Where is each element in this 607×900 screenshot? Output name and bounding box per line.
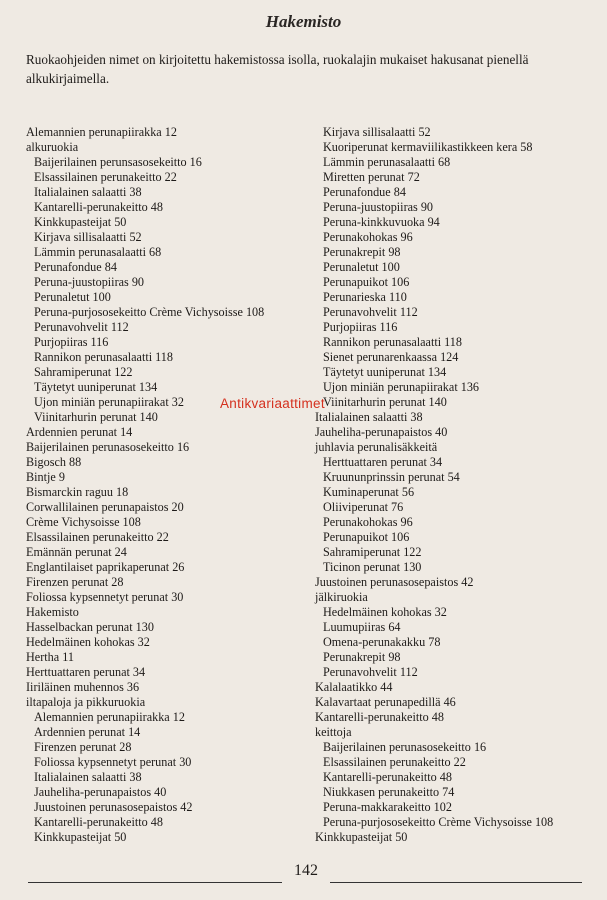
index-subentry: Ujon miniän perunapiirakat 32 xyxy=(34,395,184,409)
page-title: Hakemisto xyxy=(265,12,342,31)
index-subentry: Juustoinen perunasosepaistos 42 xyxy=(34,800,193,814)
index-subentry: Täytetyt uuniperunat 134 xyxy=(323,365,447,379)
index-subentry: Kruununprinssin perunat 54 xyxy=(323,470,460,484)
index-subentry: Peruna-purjososekeitto Crème Vichysoisse 108 xyxy=(323,815,554,829)
index-entry: Iiriläinen muhennos 36 xyxy=(26,680,140,694)
index-subentry: Perunavohvelit 112 xyxy=(323,305,418,319)
index-entry: Kinkkupasteijat 50 xyxy=(315,830,408,844)
index-subentry: Kirjava sillisalaatti 52 xyxy=(323,125,431,139)
index-entry: jälkiruokia xyxy=(315,590,368,604)
index-entry: Baijerilainen perunasosekeitto 16 xyxy=(26,440,190,454)
watermark: Antikvariaattimet xyxy=(220,396,325,411)
index-subentry: Oliiviperunat 76 xyxy=(323,500,404,514)
index-entry: Kantarelli-perunakeitto 48 xyxy=(315,710,444,724)
index-subentry: Purjopiiras 116 xyxy=(323,320,398,334)
index-subentry: Kantarelli-perunakeitto 48 xyxy=(34,200,163,214)
index-subentry: Perunavohvelit 112 xyxy=(34,320,129,334)
index-subentry: Kantarelli-perunakeitto 48 xyxy=(34,815,163,829)
index-entry: Kalalaatikko 44 xyxy=(315,680,393,694)
index-subentry: Kuminaperunat 56 xyxy=(323,485,415,499)
index-subentry: Perunaletut 100 xyxy=(34,290,111,304)
index-subentry: Peruna-juustopiiras 90 xyxy=(323,200,434,214)
index-subentry: Firenzen perunat 28 xyxy=(34,740,132,754)
index-entry: keittoja xyxy=(315,725,352,739)
index-entry: Corwallilainen perunapaistos 20 xyxy=(26,500,184,514)
index-subentry: Peruna-purjososekeitto Crème Vichysoisse 108 xyxy=(34,305,265,319)
page-number: 142 xyxy=(294,862,318,879)
index-subentry: Italialainen salaatti 38 xyxy=(34,185,142,199)
index-entry: Elsassilainen perunakeitto 22 xyxy=(26,530,169,544)
index-subentry: Perunapuikot 106 xyxy=(323,530,410,544)
index-subentry: Perunarieska 110 xyxy=(323,290,407,304)
index-subentry: Perunapuikot 106 xyxy=(323,275,410,289)
index-subentry: Foliossa kypsennetyt perunat 30 xyxy=(34,755,192,769)
index-subentry: Kinkkupasteijat 50 xyxy=(34,830,127,844)
index-subentry: Rannikon perunasalaatti 118 xyxy=(323,335,462,349)
index-subentry: Omena-perunakakku 78 xyxy=(323,635,441,649)
index-subentry: Kantarelli-perunakeitto 48 xyxy=(323,770,452,784)
index-subentry: Perunakrepit 98 xyxy=(323,245,401,259)
index-entry: Bigosch 88 xyxy=(26,455,82,469)
index-subentry: Ticinon perunat 130 xyxy=(323,560,422,574)
index-subentry: Ujon miniän perunapiirakat 136 xyxy=(323,380,480,394)
index-column-left xyxy=(26,125,306,845)
index-subentry: Peruna-juustopiiras 90 xyxy=(34,275,145,289)
index-subentry: Sienet perunarenkaassa 124 xyxy=(323,350,459,364)
index-subentry: Elsassilainen perunakeitto 22 xyxy=(323,755,466,769)
index-subentry: Perunakrepit 98 xyxy=(323,650,401,664)
index-subentry: Lämmin perunasalaatti 68 xyxy=(34,245,162,259)
index-subentry: Kirjava sillisalaatti 52 xyxy=(34,230,142,244)
intro-paragraph: Ruokaohjeiden nimet on kirjoitettu hakemistossa isolla, ruokalajin mukaiset hakusanat pienellä alkukirjaimella. xyxy=(26,52,529,86)
index-entry: juhlavia perunalisäkkeitä xyxy=(315,440,438,454)
index-entry: Emännän perunat 24 xyxy=(26,545,127,559)
index-subentry: Niukkasen perunakeitto 74 xyxy=(323,785,455,799)
index-entry: Kalavartaat perunapedillä 46 xyxy=(315,695,456,709)
index-entry: Firenzen perunat 28 xyxy=(26,575,124,589)
index-entry: Crème Vichysoisse 108 xyxy=(26,515,141,529)
index-subentry: Viinitarhurin perunat 140 xyxy=(323,395,447,409)
index-entry: Juustoinen perunasosepaistos 42 xyxy=(315,575,474,589)
index-entry: Hasselbackan perunat 130 xyxy=(26,620,154,634)
footer-rule-right xyxy=(330,882,582,883)
index-entry: Foliossa kypsennetyt perunat 30 xyxy=(26,590,184,604)
index-subentry: Kinkkupasteijat 50 xyxy=(34,215,127,229)
index-subentry: Herttuattaren perunat 34 xyxy=(323,455,443,469)
index-entry: alkuruokia xyxy=(26,140,79,154)
index-entry: Hertha 11 xyxy=(26,650,74,664)
index-subentry: Perunafondue 84 xyxy=(323,185,406,199)
index-subentry: Alemannien perunapiirakka 12 xyxy=(34,710,185,724)
index-subentry: Elsassilainen perunakeitto 22 xyxy=(34,170,177,184)
index-subentry: Perunafondue 84 xyxy=(34,260,117,274)
index-subentry: Purjopiiras 116 xyxy=(34,335,109,349)
index-subentry: Ardennien perunat 14 xyxy=(34,725,141,739)
index-entry: Bismarckin raguu 18 xyxy=(26,485,129,499)
index-subentry: Sahramiperunat 122 xyxy=(34,365,133,379)
index-subentry: Perunakohokas 96 xyxy=(323,515,413,529)
index-subentry: Perunaletut 100 xyxy=(323,260,400,274)
index-subentry: Perunavohvelit 112 xyxy=(323,665,418,679)
index-entry: Italialainen salaatti 38 xyxy=(315,410,423,424)
index-subentry: Miretten perunat 72 xyxy=(323,170,420,184)
index-subentry: Peruna-kinkkuvuoka 94 xyxy=(323,215,440,229)
index-entry: Alemannien perunapiirakka 12 xyxy=(26,125,177,139)
index-subentry: Hedelmäinen kohokas 32 xyxy=(323,605,447,619)
index-entry: Englantilaiset paprikaperunat 26 xyxy=(26,560,185,574)
index-subentry: Täytetyt uuniperunat 134 xyxy=(34,380,158,394)
index-entry: iltapaloja ja pikkuruokia xyxy=(26,695,146,709)
index-subentry: Lämmin perunasalaatti 68 xyxy=(323,155,451,169)
index-subentry: Perunakohokas 96 xyxy=(323,230,413,244)
index-subentry: Sahramiperunat 122 xyxy=(323,545,422,559)
index-entry: Jauheliha-perunapaistos 40 xyxy=(315,425,448,439)
index-entry: Bintje 9 xyxy=(26,470,65,484)
index-subentry: Kuoriperunat kermaviilikastikkeen kera 58 xyxy=(323,140,533,154)
index-entry: Hakemisto xyxy=(26,605,79,619)
index-subentry: Rannikon perunasalaatti 118 xyxy=(34,350,173,364)
index-column-right xyxy=(315,125,600,845)
index-subentry: Peruna-makkarakeitto 102 xyxy=(323,800,452,814)
index-subentry: Baijerilainen perunasosekeitto 16 xyxy=(323,740,487,754)
index-entry: Ardennien perunat 14 xyxy=(26,425,133,439)
index-subentry: Baijerilainen perunsasosekeitto 16 xyxy=(34,155,202,169)
index-subentry: Jauheliha-perunapaistos 40 xyxy=(34,785,167,799)
footer-rule-left xyxy=(28,882,282,883)
index-subentry: Luumupiiras 64 xyxy=(323,620,401,634)
index-entry: Herttuattaren perunat 34 xyxy=(26,665,146,679)
index-subentry: Italialainen salaatti 38 xyxy=(34,770,142,784)
index-entry: Hedelmäinen kohokas 32 xyxy=(26,635,150,649)
index-subentry: Viinitarhurin perunat 140 xyxy=(34,410,158,424)
